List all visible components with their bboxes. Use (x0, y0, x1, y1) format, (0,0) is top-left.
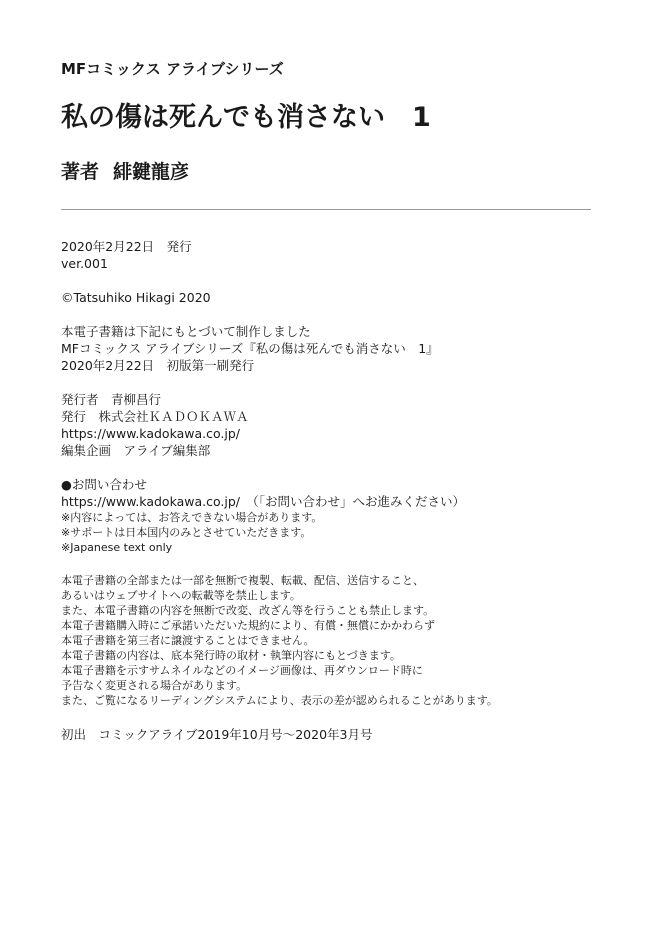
book-title: 私の傷は死んでも消さない 1 (61, 102, 431, 133)
source-line: MFコミックス アライブシリーズ『私の傷は死んでも消さない 1』 (61, 341, 439, 356)
publication-info (61, 238, 591, 272)
publisher-person: 発行者 青柳昌行 (61, 392, 162, 407)
series-name: MFコミックス アライブシリーズ (61, 60, 284, 78)
legal-line: 本電子書籍購入時にご承諾いただいた規約により、有償・無償にかかわらず (61, 619, 435, 632)
legal-line: 本電子書籍を示すサムネイルなどのイメージ画像は、再ダウンロード時に (61, 664, 423, 677)
legal-line: また、本電子書籍の内容を無断で改変、改ざん等を行うことも禁止します。 (61, 604, 435, 617)
contact-info (61, 476, 591, 555)
legal-line: 予告なく変更される場合があります。 (61, 679, 248, 692)
publisher-company: 発行 株式会社ＫＡＤＯＫＡＷＡ (61, 409, 249, 424)
legal-notice (61, 573, 591, 708)
legal-line: 本電子書籍を第三者に譲渡することはできません。 (61, 634, 315, 647)
source-edition (61, 323, 591, 374)
divider-rule (61, 209, 591, 210)
publication-date: 2020年2月22日 発行 (61, 239, 192, 254)
source-line: 本電子書籍は下記にもとづいて制作しました (61, 324, 311, 339)
author-role: 著者 (61, 161, 100, 183)
colophon-page (61, 58, 591, 743)
source-line: 2020年2月22日 初版第一刷発行 (61, 358, 255, 373)
legal-line: また、ご覧になるリーディングシステムにより、表示の差が認められることがあります。 (61, 694, 498, 707)
contact-note: ※内容によっては、お答えできない場合があります。 (61, 511, 323, 524)
legal-line: あるいはウェブサイトへの転載等を禁止します。 (61, 589, 301, 602)
editorial-dept: 編集企画 アライブ編集部 (61, 443, 211, 458)
version-number: ver.001 (61, 256, 108, 271)
contact-url[interactable]: https://www.kadokawa.co.jp/ （「お問い合わせ」へお進みください） (61, 494, 465, 509)
publisher-info (61, 391, 591, 459)
first-appearance-line: 初出 コミックアライブ2019年10月号～2020年3月号 (61, 727, 373, 742)
copyright-notice: ©Tatsuhiko Hikagi 2020 (61, 290, 211, 305)
legal-line: 本電子書籍の内容は、底本発行時の取材・執筆内容にもとづきます。 (61, 649, 401, 662)
contact-notes (61, 510, 591, 555)
publisher-url[interactable]: https://www.kadokawa.co.jp/ (61, 426, 240, 441)
author-line (61, 158, 591, 186)
author-name: 緋鍵龍彦 (113, 161, 190, 183)
legal-line: 本電子書籍の全部または一部を無断で複製、転載、配信、送信すること、 (61, 574, 424, 587)
copyright-block (61, 289, 591, 306)
contact-heading: ●お問い合わせ (61, 477, 147, 492)
contact-note: ※Japanese text only (61, 541, 173, 554)
contact-note: ※サポートは日本国内のみとさせていただきます。 (61, 526, 312, 539)
first-appearance (61, 726, 591, 743)
